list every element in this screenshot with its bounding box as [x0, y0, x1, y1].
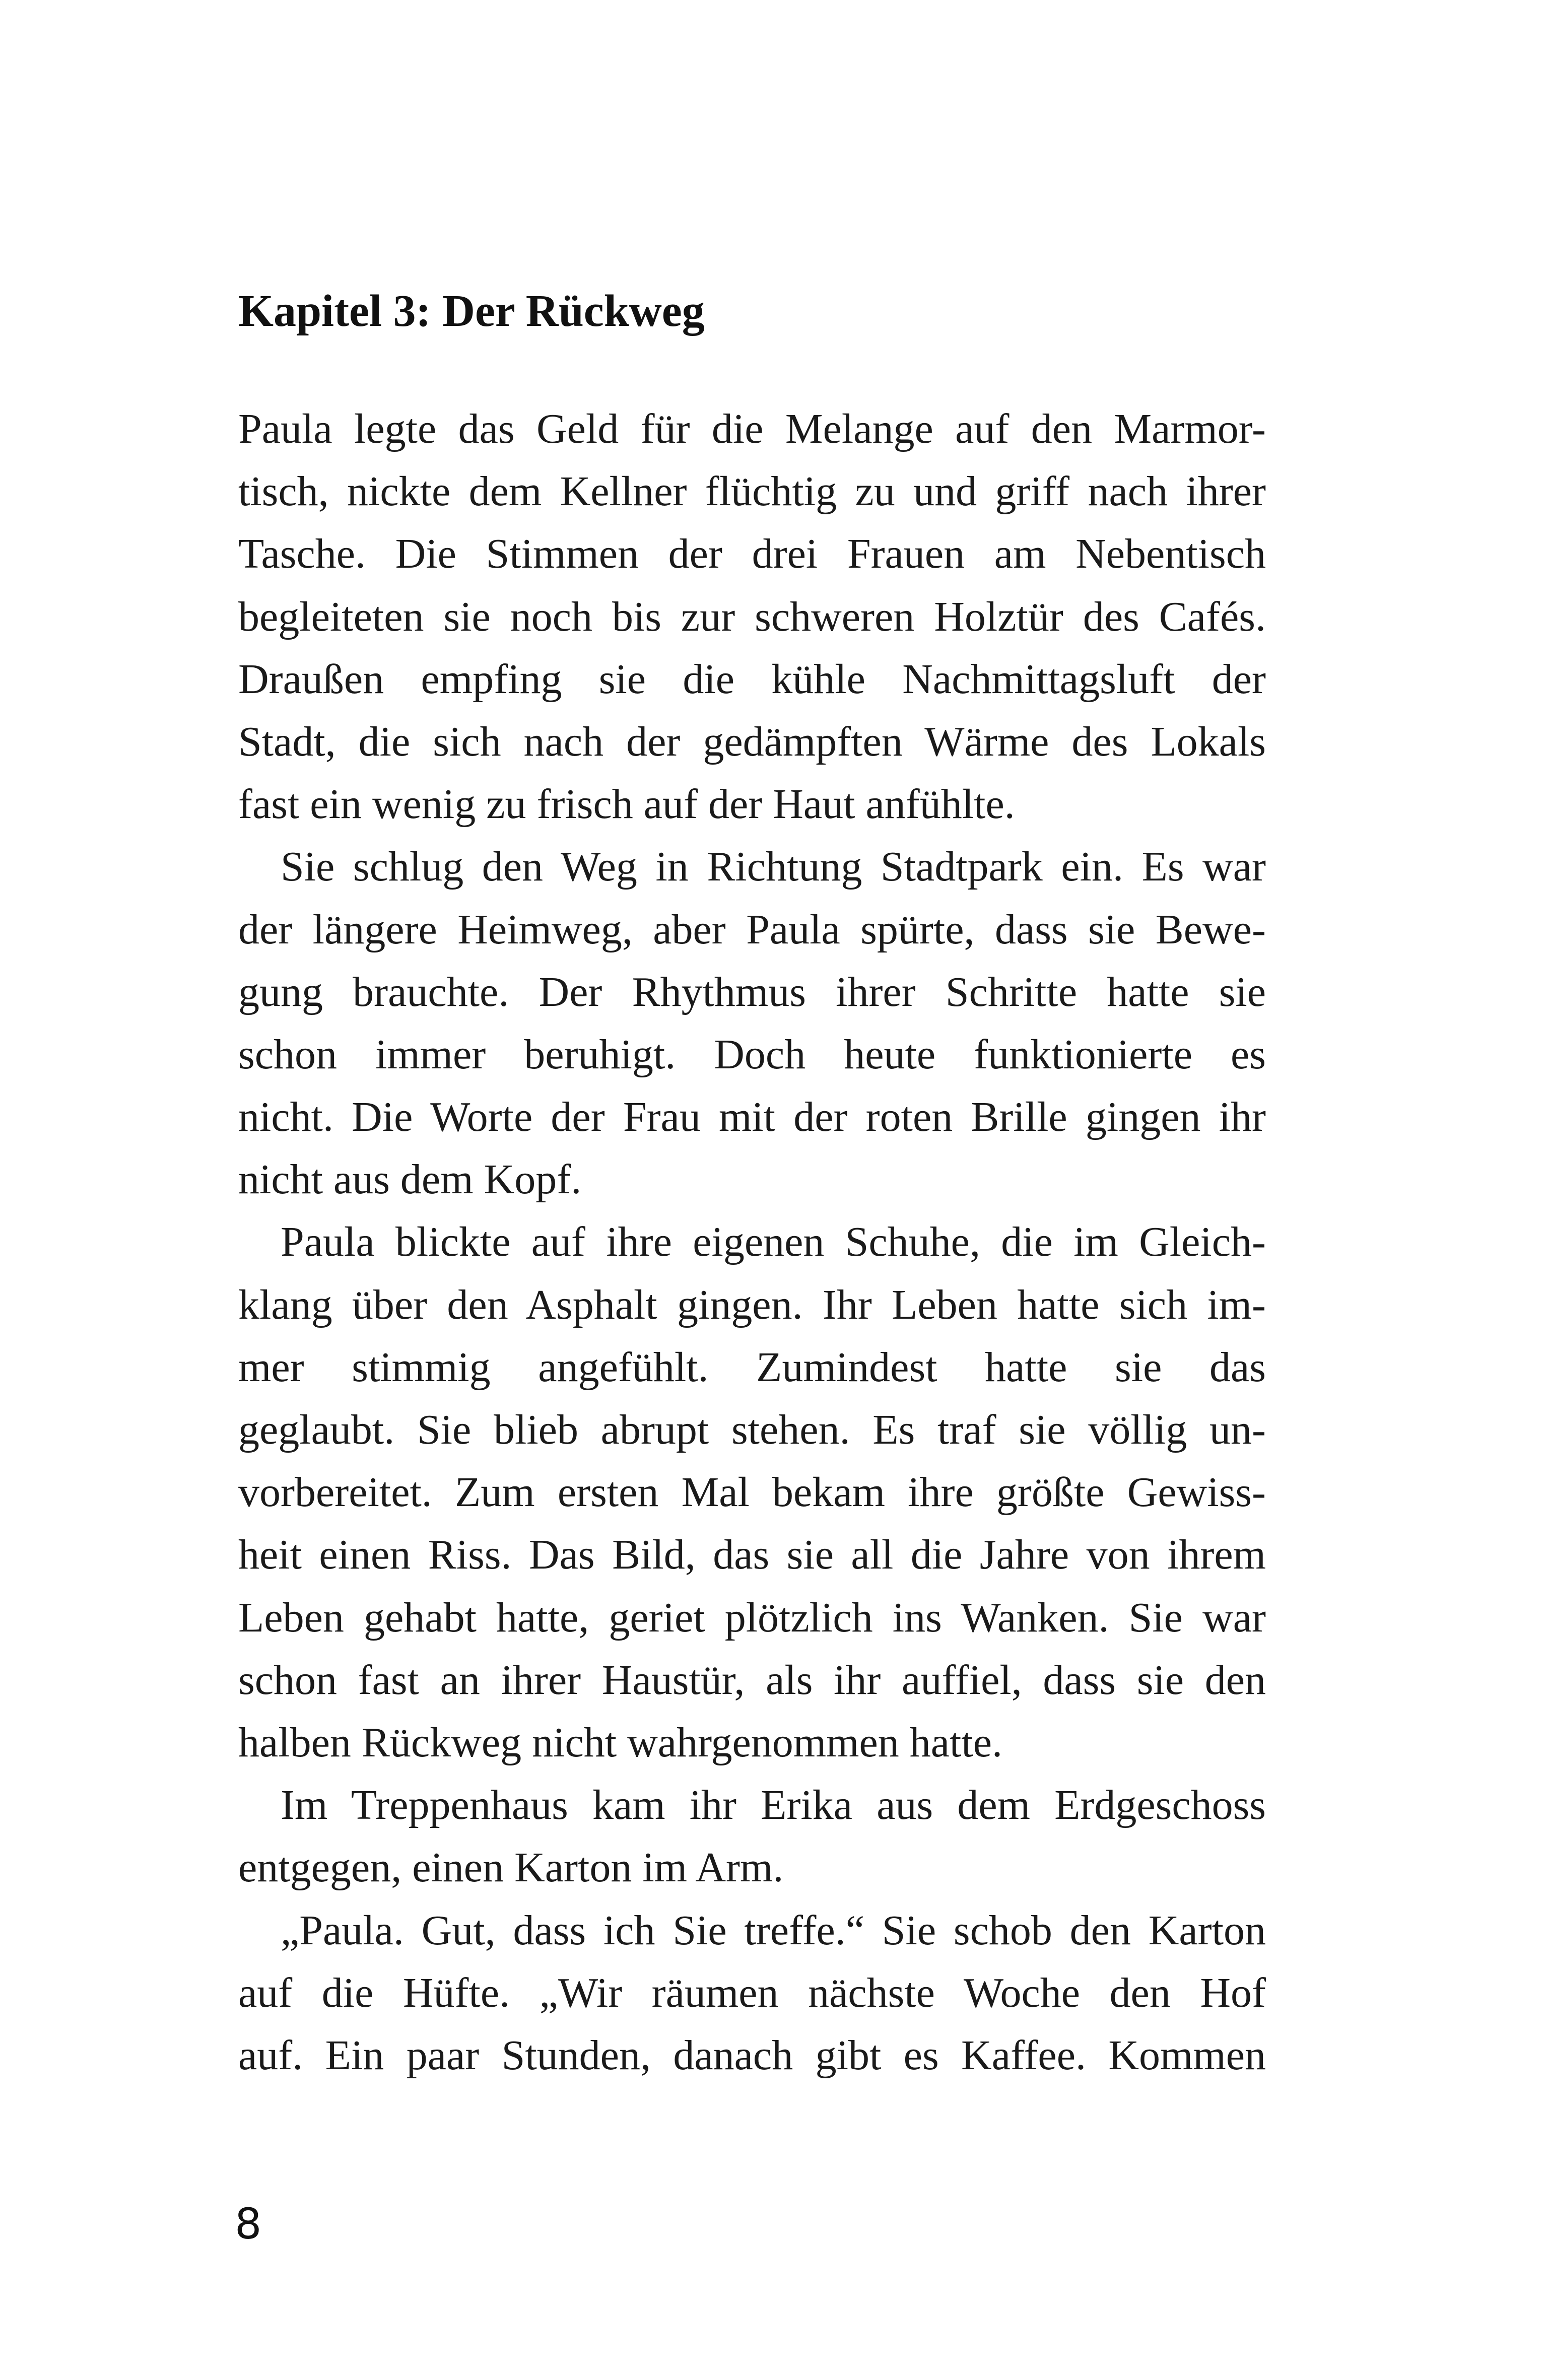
- text-line: nicht aus dem Kopf.: [238, 1156, 582, 1203]
- text-line: halben Rückweg nicht wahrgenommen hatte.: [238, 1719, 1003, 1766]
- text-line: Paula legte das Geld für die Melange auf den Marmor-: [238, 405, 1266, 452]
- page-number: 8: [235, 2199, 262, 2249]
- chapter-title: Kapitel 3: Der Rückweg: [238, 286, 705, 336]
- text-line: schon fast an ihrer Haustür, als ihr auffiel, dass sie den: [238, 1656, 1266, 1704]
- text-line: mer stimmig angefühlt. Zumindest hatte sie das: [238, 1343, 1266, 1391]
- text-line: der längere Heimweg, aber Paula spürte, dass sie Bewe-: [238, 906, 1266, 953]
- text-line: Paula blickte auf ihre eigenen Schuhe, die im Gleich-: [281, 1218, 1266, 1266]
- text-line: Leben gehabt hatte, geriet plötzlich ins Wanken. Sie war: [238, 1594, 1266, 1641]
- text-line: „Paula. Gut, dass ich Sie treffe.“ Sie schob den Karton: [281, 1907, 1266, 1954]
- text-line: vorbereitet. Zum ersten Mal bekam ihre größte Gewiss-: [238, 1469, 1266, 1516]
- text-line: gung brauchte. Der Rhythmus ihrer Schritte hatte sie: [238, 968, 1266, 1015]
- text-line: Draußen empfing sie die kühle Nachmittagsluft der: [238, 655, 1266, 703]
- text-line: heit einen Riss. Das Bild, das sie all die Jahre von ihrem: [238, 1531, 1266, 1579]
- paragraph: [238, 1211, 1266, 1774]
- text-line: Stadt, die sich nach der gedämpften Wärme des Lokals: [238, 718, 1266, 765]
- text-line: nicht. Die Worte der Frau mit der roten Brille gingen ihr: [238, 1094, 1266, 1141]
- paragraph: [238, 1774, 1266, 1899]
- text-line: Sie schlug den Weg in Richtung Stadtpark ein. Es war: [281, 843, 1266, 891]
- text-line: schon immer beruhigt. Doch heute funktionierte es: [238, 1031, 1266, 1078]
- text-line: geglaubt. Sie blieb abrupt stehen. Es traf sie völlig un-: [238, 1406, 1266, 1453]
- text-line: Im Treppenhaus kam ihr Erika aus dem Erdgeschoss: [281, 1782, 1266, 1829]
- paragraph: [238, 1899, 1266, 2087]
- body-text: [238, 398, 1266, 2087]
- text-line: auf. Ein paar Stunden, danach gibt es Kaffee. Kommen: [238, 2031, 1266, 2079]
- text-line: begleiteten sie noch bis zur schweren Holztür des Cafés.: [238, 593, 1266, 640]
- text-line: fast ein wenig zu frisch auf der Haut anfühlte.: [238, 781, 1015, 828]
- text-line: klang über den Asphalt gingen. Ihr Leben hatte sich im-: [238, 1281, 1266, 1328]
- paragraph: [238, 836, 1266, 1211]
- paragraph: [238, 398, 1266, 836]
- text-line: Tasche. Die Stimmen der drei Frauen am Nebentisch: [238, 530, 1266, 578]
- text-line: tisch, nickte dem Kellner flüchtig zu und griff nach ihrer: [238, 468, 1266, 515]
- text-line: auf die Hüfte. „Wir räumen nächste Woche den Hof: [238, 1969, 1266, 2016]
- text-line: entgegen, einen Karton im Arm.: [238, 1844, 784, 1891]
